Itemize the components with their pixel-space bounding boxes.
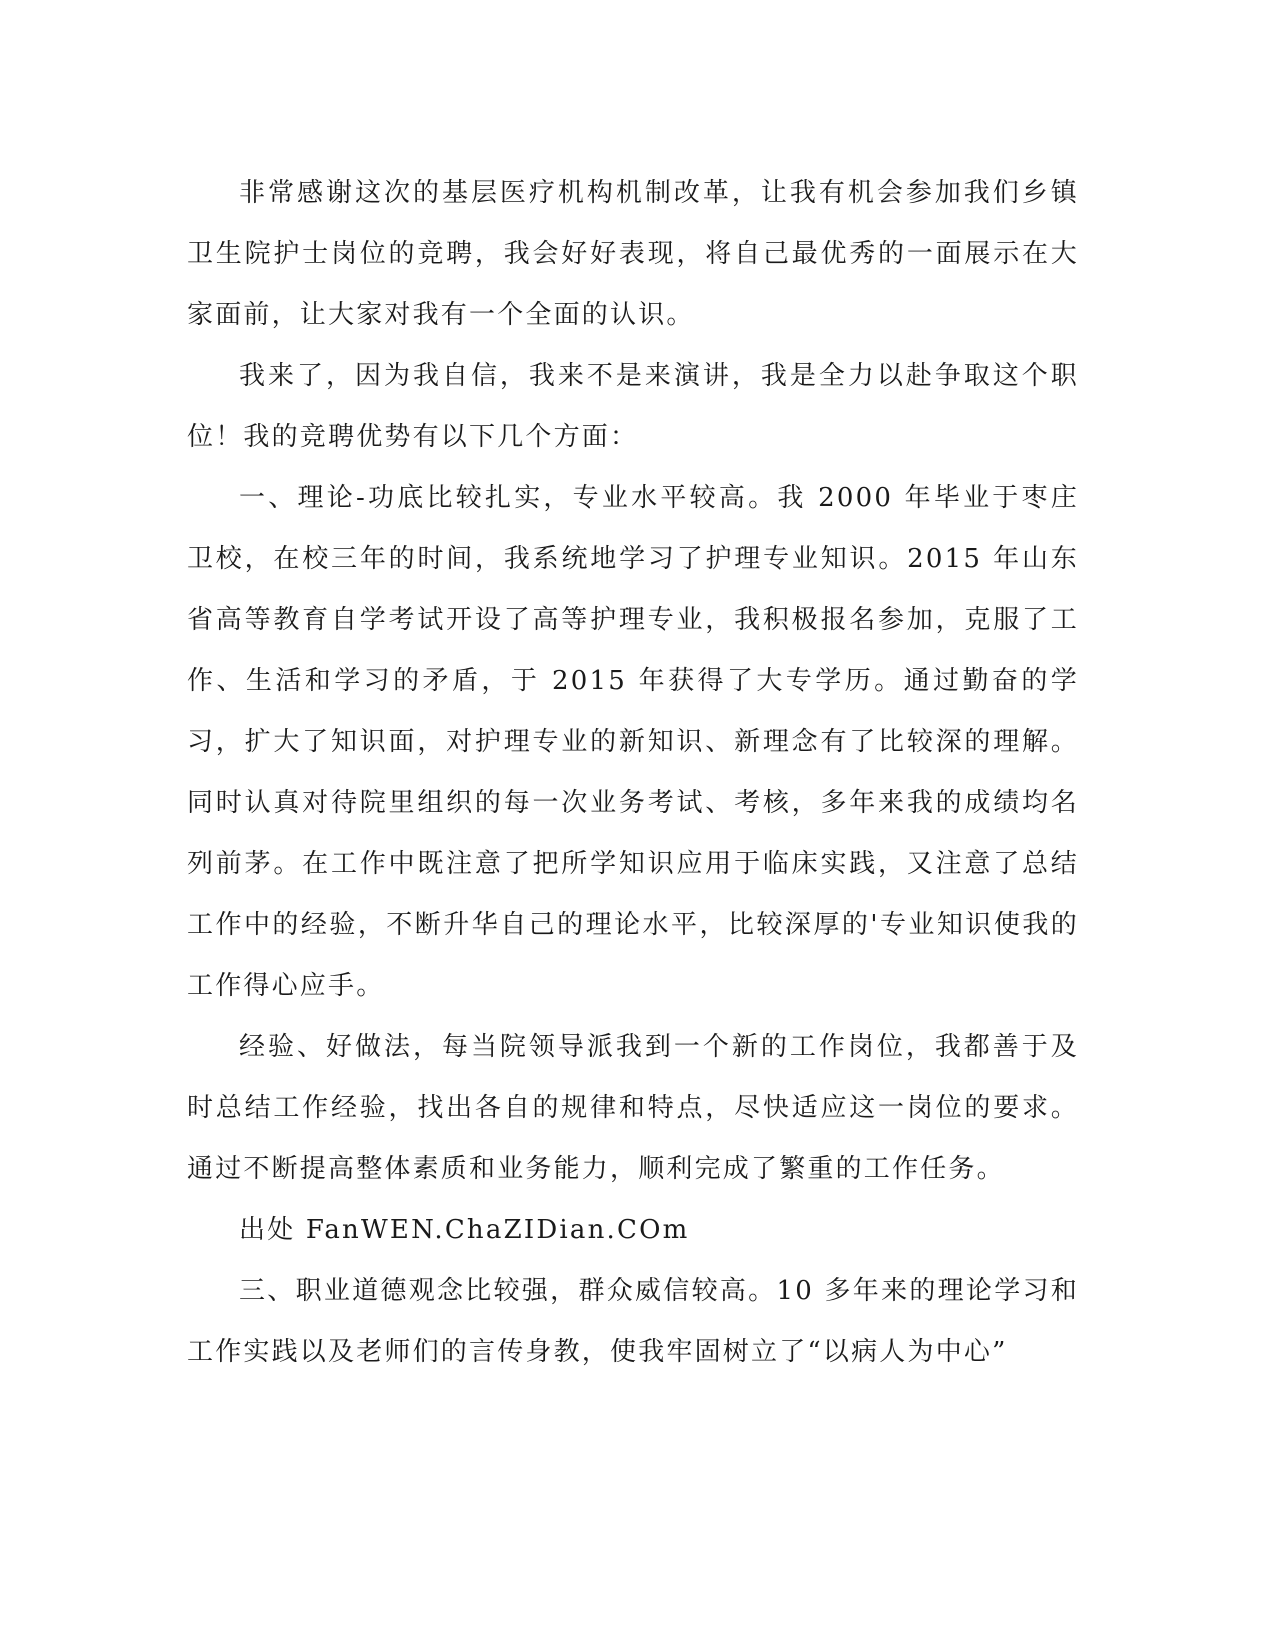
paragraph-source: 出处 FanWEN.ChaZIDian.COm (239, 1215, 690, 1245)
paragraph-confidence: 我来了，因为我自信，我来不是来演讲，我是全力以赴争取这个职位！我的竞聘优势有以下几个方面： (187, 361, 1079, 452)
document-body (187, 163, 1079, 1383)
paragraph-experience: 经验、好做法，每当院领导派我到一个新的工作岗位，我都善于及时总结工作经验，找出各自的规律和特点，尽快适应这一岗位的要求。通过不断提高整体素质和业务能力，顺利完成了繁重的工作任务。 (187, 1032, 1079, 1184)
paragraph-gratitude: 非常感谢这次的基层医疗机构机制改革，让我有机会参加我们乡镇卫生院护士岗位的竞聘，我会好好表现，将自己最优秀的一面展示在大家面前，让大家对我有一个全面的认识。 (187, 178, 1079, 330)
paragraph-professional-ethics: 三、职业道德观念比较强，群众威信较高。10 多年来的理论学习和工作实践以及老师们的言传身教，使我牢固树立了“以病人为中心” (187, 1276, 1079, 1367)
paragraph-theory-foundation: 一、理论-功底比较扎实，专业水平较高。我 2000 年毕业于枣庄卫校，在校三年的时间，我系统地学习了护理专业知识。2015 年山东省高等教育自学考试开设了高等护理专业，我积极报名参加，克服了工作、生活和学习的矛盾，于 2015 年获得了大专学历。通过勤奋的学习，扩大了知识面，对护理专业的新知识、新理念有了比较深的理解。同时认真对待院里组织的每一次业务考试、考核，多年来我的成绩均名列前茅。在工作中既注意了把所学知识应用于临床实践，又注意了总结工作中的经验，不断升华自己的理论水平，比较深厚的'专业知识使我的工作得心应手。 (187, 483, 1079, 1001)
